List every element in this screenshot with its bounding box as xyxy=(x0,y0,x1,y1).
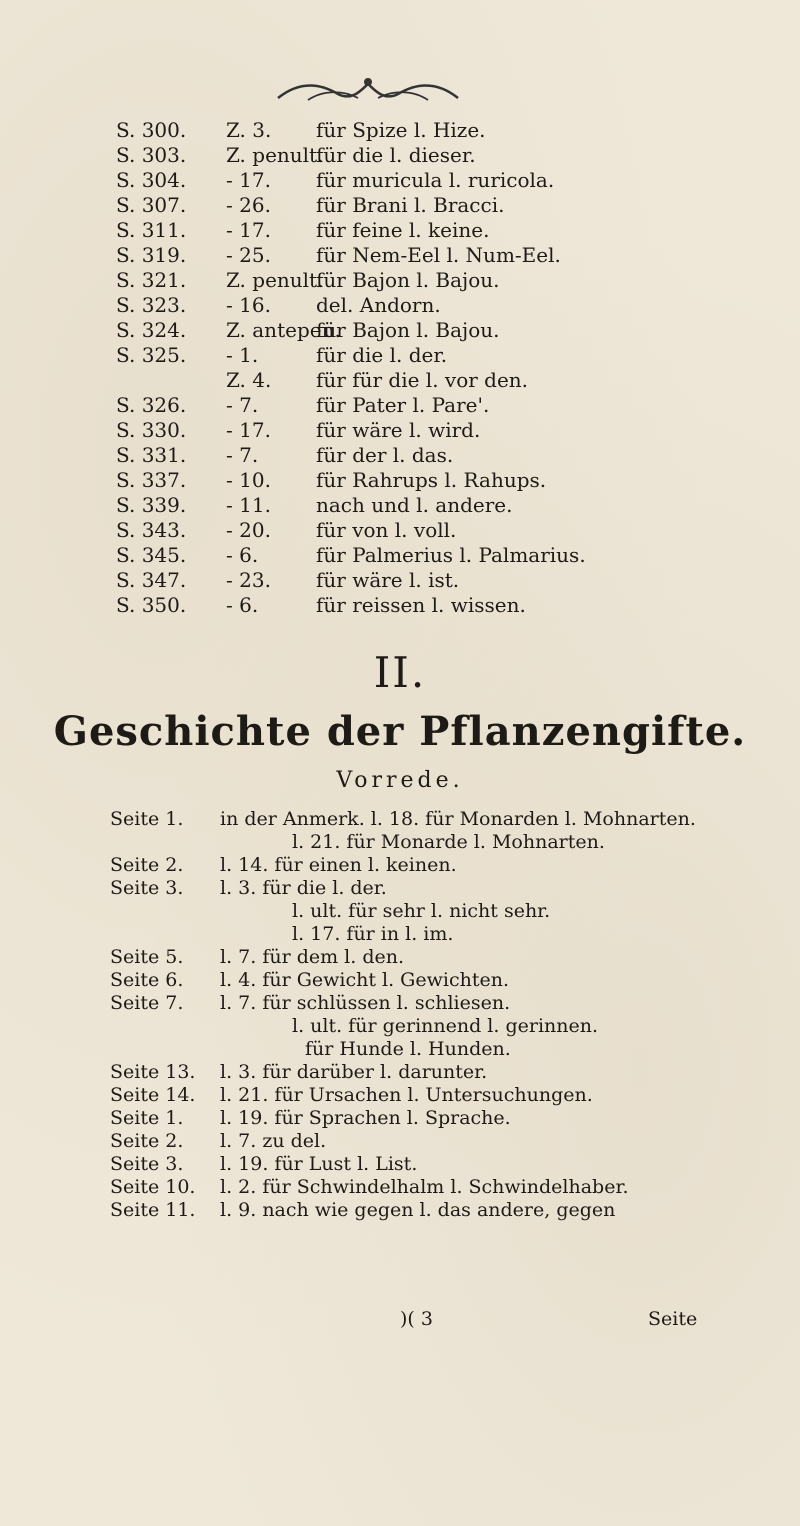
errata-ref: Z. penult. xyxy=(226,268,324,292)
vorrede-entry xyxy=(110,923,750,946)
errata-page: S. 303. xyxy=(116,143,187,167)
vorrede-page: Seite 6. xyxy=(110,969,184,991)
vorrede-correction: l. 19. für Sprachen l. Sprache. xyxy=(220,1107,511,1129)
section-subheading: Vorrede. xyxy=(336,768,464,793)
errata-ref: - 1. xyxy=(226,343,259,367)
vorrede-correction: für Hunde l. Hunden. xyxy=(305,1038,511,1060)
vorrede-entry xyxy=(110,877,750,900)
errata-page: S. 337. xyxy=(116,468,187,492)
errata-page: S. 343. xyxy=(116,518,187,542)
vorrede-entry xyxy=(110,1107,750,1130)
errata-correction: für reissen l. wissen. xyxy=(316,593,526,617)
vorrede-correction: l. ult. für gerinnend l. gerinnen. xyxy=(292,1015,599,1037)
errata-correction: für Spize l. Hize. xyxy=(316,118,486,142)
errata-entry xyxy=(116,343,736,368)
vorrede-entry xyxy=(110,969,750,992)
vorrede-entry xyxy=(110,808,750,831)
errata-page: S. 319. xyxy=(116,243,187,267)
errata-entry xyxy=(116,218,736,243)
errata-ref: - 6. xyxy=(226,593,259,617)
errata-entry xyxy=(116,443,736,468)
errata-correction: für für die l. vor den. xyxy=(316,368,529,392)
errata-entry xyxy=(116,493,736,518)
errata-page: S. 304. xyxy=(116,168,187,192)
vorrede-correction: l. 7. zu del. xyxy=(220,1130,327,1152)
errata-ref: - 10. xyxy=(226,468,271,492)
vorrede-entry xyxy=(110,1153,750,1176)
vorrede-entry xyxy=(110,900,750,923)
errata-correction: für muricula l. ruricola. xyxy=(316,168,555,192)
vorrede-entry xyxy=(110,1084,750,1107)
errata-entry xyxy=(116,468,736,493)
errata-page: S. 321. xyxy=(116,268,187,292)
vorrede-page: Seite 3. xyxy=(110,877,184,899)
errata-entry xyxy=(116,318,736,343)
vorrede-correction: l. 3. für die l. der. xyxy=(220,877,387,899)
errata-list xyxy=(116,118,736,618)
vorrede-entry xyxy=(110,1038,750,1061)
vorrede-correction: l. 21. für Ursachen l. Untersuchungen. xyxy=(220,1084,593,1106)
errata-correction: del. Andorn. xyxy=(316,293,441,317)
errata-correction: für Palmerius l. Palmarius. xyxy=(316,543,586,567)
errata-ref: - 20. xyxy=(226,518,271,542)
vorrede-correction: l. 14. für einen l. keinen. xyxy=(220,854,457,876)
vorrede-correction: l. 4. für Gewicht l. Gewichten. xyxy=(220,969,509,991)
vorrede-entry xyxy=(110,992,750,1015)
errata-entry xyxy=(116,368,736,393)
errata-correction: für Nem-Eel l. Num-Eel. xyxy=(316,243,561,267)
errata-page: S. 350. xyxy=(116,593,187,617)
vorrede-correction: l. 2. für Schwindelhalm l. Schwindelhaber. xyxy=(220,1176,629,1198)
errata-correction: für Rahrups l. Rahups. xyxy=(316,468,547,492)
vorrede-correction: l. 3. für darüber l. darunter. xyxy=(220,1061,488,1083)
vorrede-entry xyxy=(110,831,750,854)
errata-ref: - 26. xyxy=(226,193,271,217)
vorrede-page: Seite 11. xyxy=(110,1199,196,1221)
errata-page: S. 323. xyxy=(116,293,187,317)
errata-page: S. 307. xyxy=(116,193,187,217)
errata-ref: - 17. xyxy=(226,168,271,192)
vorrede-page: Seite 14. xyxy=(110,1084,196,1106)
errata-ref: - 17. xyxy=(226,418,271,442)
errata-page: S. 339. xyxy=(116,493,187,517)
errata-entry xyxy=(116,193,736,218)
errata-correction: für die l. dieser. xyxy=(316,143,476,167)
vorrede-correction: in der Anmerk. l. 18. für Monarden l. Mohnarten. xyxy=(220,808,696,830)
vorrede-correction: l. 7. für dem l. den. xyxy=(220,946,405,968)
errata-entry xyxy=(116,393,736,418)
errata-page: S. 331. xyxy=(116,443,187,467)
vorrede-errata-list xyxy=(110,808,750,1222)
vorrede-correction: l. 17. für in l. im. xyxy=(292,923,454,945)
errata-correction: für Bajon l. Bajou. xyxy=(316,268,500,292)
errata-correction: für feine l. keine. xyxy=(316,218,490,242)
errata-page: S. 325. xyxy=(116,343,187,367)
errata-correction: für Pater l. Pare'. xyxy=(316,393,490,417)
errata-ref: Z. antepen. xyxy=(226,318,341,342)
errata-correction: für die l. der. xyxy=(316,343,448,367)
errata-correction: für von l. voll. xyxy=(316,518,457,542)
errata-entry xyxy=(116,518,736,543)
catchword: Seite xyxy=(648,1308,698,1330)
vorrede-page: Seite 7. xyxy=(110,992,184,1014)
vorrede-page: Seite 2. xyxy=(110,854,184,876)
errata-entry xyxy=(116,268,736,293)
errata-ref: - 11. xyxy=(226,493,271,517)
errata-ref: Z. 4. xyxy=(226,368,272,392)
errata-ref: - 25. xyxy=(226,243,271,267)
vorrede-entry xyxy=(110,1199,750,1222)
vorrede-page: Seite 1. xyxy=(110,1107,184,1129)
vorrede-entry xyxy=(110,1061,750,1084)
vorrede-entry xyxy=(110,1130,750,1153)
errata-correction: nach und l. andere. xyxy=(316,493,513,517)
vorrede-entry xyxy=(110,854,750,877)
errata-correction: für wäre l. wird. xyxy=(316,418,481,442)
errata-ref: - 7. xyxy=(226,393,259,417)
errata-page: S. 326. xyxy=(116,393,187,417)
errata-ref: - 23. xyxy=(226,568,271,592)
signature-mark: )( 3 xyxy=(400,1308,433,1330)
ornament-icon xyxy=(268,70,468,110)
errata-entry xyxy=(116,593,736,618)
vorrede-page: Seite 5. xyxy=(110,946,184,968)
vorrede-entry xyxy=(110,1176,750,1199)
vorrede-entry xyxy=(110,946,750,969)
vorrede-correction: l. 21. für Monarde l. Mohnarten. xyxy=(292,831,605,853)
errata-correction: für wäre l. ist. xyxy=(316,568,460,592)
errata-page: S. 330. xyxy=(116,418,187,442)
vorrede-page: Seite 10. xyxy=(110,1176,196,1198)
errata-page: S. 347. xyxy=(116,568,187,592)
errata-page: S. 311. xyxy=(116,218,187,242)
vorrede-correction: l. 9. nach wie gegen l. das andere, gegen xyxy=(220,1199,616,1221)
errata-ref: Z. 3. xyxy=(226,118,272,142)
errata-entry xyxy=(116,543,736,568)
vorrede-correction: l. 7. für schlüssen l. schliesen. xyxy=(220,992,511,1014)
errata-ref: - 17. xyxy=(226,218,271,242)
errata-entry xyxy=(116,168,736,193)
errata-entry xyxy=(116,143,736,168)
errata-ref: - 7. xyxy=(226,443,259,467)
errata-correction: für der l. das. xyxy=(316,443,454,467)
errata-entry xyxy=(116,243,736,268)
errata-correction: für Brani l. Bracci. xyxy=(316,193,505,217)
vorrede-correction: l. ult. für sehr l. nicht sehr. xyxy=(292,900,551,922)
errata-page: S. 324. xyxy=(116,318,187,342)
section-numeral: II. xyxy=(373,648,427,697)
errata-entry xyxy=(116,568,736,593)
errata-ref: - 6. xyxy=(226,543,259,567)
errata-ref: - 16. xyxy=(226,293,271,317)
errata-ref: Z. penult. xyxy=(226,143,324,167)
section-heading: Geschichte der Pflanzengifte. xyxy=(53,708,747,755)
errata-page: S. 345. xyxy=(116,543,187,567)
vorrede-entry xyxy=(110,1015,750,1038)
vorrede-page: Seite 1. xyxy=(110,808,184,830)
vorrede-page: Seite 13. xyxy=(110,1061,196,1083)
errata-entry xyxy=(116,118,736,143)
vorrede-page: Seite 3. xyxy=(110,1153,184,1175)
errata-entry xyxy=(116,293,736,318)
errata-entry xyxy=(116,418,736,443)
errata-page: S. 300. xyxy=(116,118,187,142)
vorrede-page: Seite 2. xyxy=(110,1130,184,1152)
vorrede-correction: l. 19. für Lust l. List. xyxy=(220,1153,418,1175)
errata-correction: für Bajon l. Bajou. xyxy=(316,318,500,342)
